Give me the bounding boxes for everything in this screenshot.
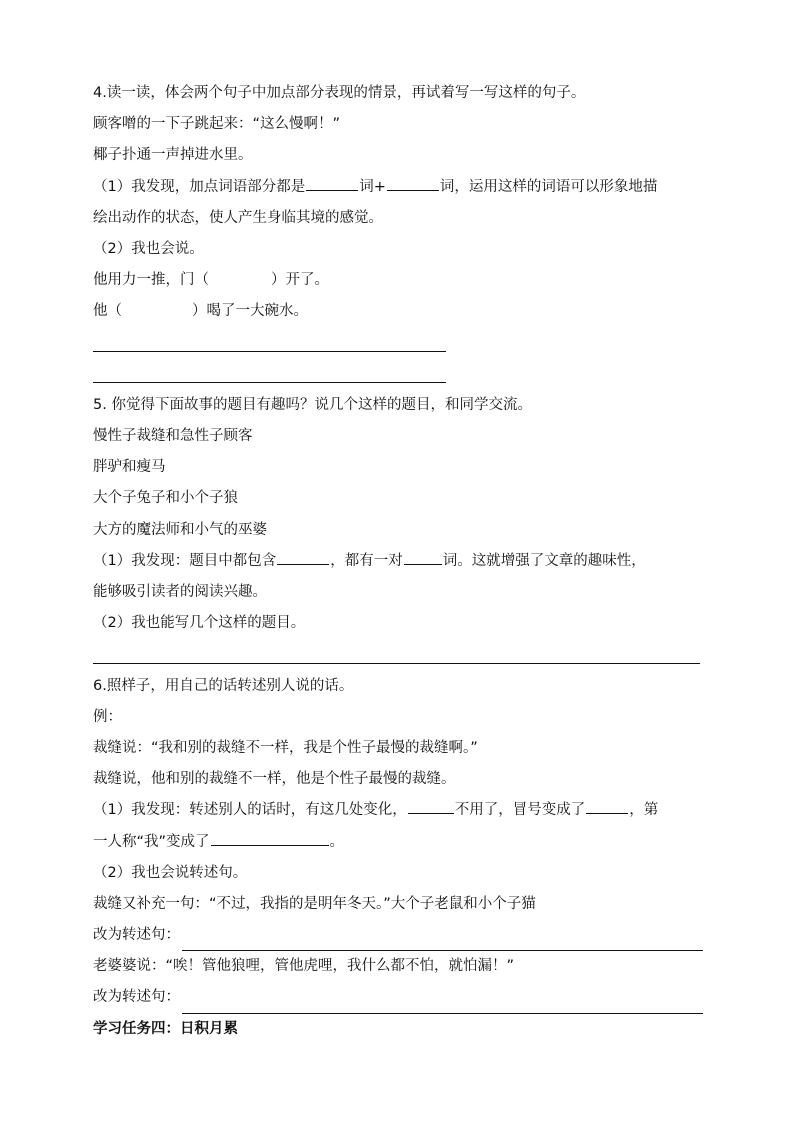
q6-quote-2: 老婆婆说：“唉！管他狼哩，管他虎哩，我什么都不怕，就怕漏！” <box>93 958 515 975</box>
q6-answer-line-2[interactable] <box>182 995 703 1014</box>
q5-story-title-1: 慢性子裁缝和急性子顾客 <box>93 428 253 445</box>
q4-part1-text-b: 词+ <box>359 178 386 195</box>
q6-part1-text-e: 。 <box>329 833 345 850</box>
q5-blank-2[interactable] <box>404 548 442 565</box>
q5-part1-line1 <box>93 546 703 577</box>
q6-part1-text-c: ，第 <box>629 802 659 819</box>
q6-part2: （2）我也会说转述句。 <box>93 864 248 881</box>
q4-part1-text-c: 词，运用这样的词语可以形象地描 <box>439 178 658 195</box>
q5-title: 5. 你觉得下面故事的题目有趣吗？说几个这样的题目，和同学交流。 <box>93 396 532 413</box>
q4-answer-line-1[interactable] <box>93 328 703 359</box>
worksheet-page <box>93 78 703 1045</box>
q5-story-title-4: 大方的魔法师和小气的巫婆 <box>93 521 267 538</box>
q6-blank-3[interactable] <box>211 829 329 846</box>
q6-answer-line-1[interactable] <box>182 932 703 951</box>
q5-part1-text-c: 词。这就增强了文章的趣味性， <box>442 552 646 569</box>
q6-example-quote: 裁缝说：“我和别的裁缝不一样，我是个性子最慢的裁缝啊。” <box>93 739 478 756</box>
q5-part1-text-a: （1）我发现：题目中都包含 <box>93 552 277 569</box>
q4-s1-text-a: 他用力一推，门（ <box>93 272 209 289</box>
q6-title: 6.照样子，用自己的话转述别人说的话。 <box>93 677 354 694</box>
task4-heading: 学习任务四：日积月累 <box>93 1020 238 1037</box>
q4-example-1: 顾客噌的一下子跳起来：“这么慢啊！” <box>93 116 341 133</box>
q6-change-row-1 <box>93 920 703 951</box>
q4-answer-line-2[interactable] <box>93 359 703 390</box>
q4-title: 4.读一读，体会两个句子中加点部分表现的情景，再试着写一写这样的句子。 <box>93 85 586 101</box>
q5-story-title-2: 胖驴和瘦马 <box>93 459 166 476</box>
q6-example-label: 例： <box>93 708 122 725</box>
q6-blank-2[interactable] <box>586 797 628 814</box>
q4-part1-text-a: （1）我发现，加点词语部分都是 <box>93 178 306 195</box>
q6-part1-line1 <box>93 795 703 826</box>
q4-part1-line1 <box>93 172 703 203</box>
q6-blank-1[interactable] <box>408 797 454 814</box>
q4-part1-text-d: 绘出动作的状态，使人产生身临其境的感觉。 <box>93 209 383 226</box>
q4-s2-text-b: ）喝了一大碗水。 <box>192 303 308 320</box>
q4-blank-2[interactable] <box>387 174 439 191</box>
q4-sentence-2 <box>93 296 703 327</box>
q6-part1-text-b: 不用了，冒号变成了 <box>454 802 586 819</box>
q5-answer-line[interactable] <box>93 639 703 670</box>
q6-change-row-2 <box>93 982 703 1013</box>
q4-s1-text-b: ）开了。 <box>271 272 329 289</box>
q6-example-reported: 裁缝说，他和别的裁缝不一样，他是个性子最慢的裁缝。 <box>93 771 456 788</box>
q5-story-title-3: 大个子兔子和小个子狼 <box>93 490 238 507</box>
q5-part1-text-d: 能够吸引读者的阅读兴趣。 <box>93 584 267 600</box>
q6-change-label-1: 改为转述句： <box>93 927 180 944</box>
q4-s2-text-a: 他（ <box>93 303 122 320</box>
q6-part1-text-a: （1）我发现：转述别人的话时，有这几处变化， <box>93 802 407 819</box>
q4-blank-1[interactable] <box>306 174 358 191</box>
q5-part1-text-b: ，都有一对 <box>330 552 403 569</box>
q6-part1-text-d: 一人称“我”变成了 <box>93 833 210 850</box>
q5-part2: （2）我也能写几个这样的题目。 <box>93 615 306 632</box>
q5-blank-1[interactable] <box>277 548 329 565</box>
q6-part1-line2 <box>93 827 703 858</box>
q4-part2: （2）我也会说。 <box>93 240 204 257</box>
q6-change-label-2: 改为转述句： <box>93 989 180 1006</box>
q4-example-2: 椰子扑通一声掉进水里。 <box>93 147 253 164</box>
q6-quote-1: 裁缝又补充一句：“不过，我指的是明年冬天。”大个子老鼠和小个子猫 <box>93 895 536 912</box>
q4-sentence-1 <box>93 265 703 296</box>
